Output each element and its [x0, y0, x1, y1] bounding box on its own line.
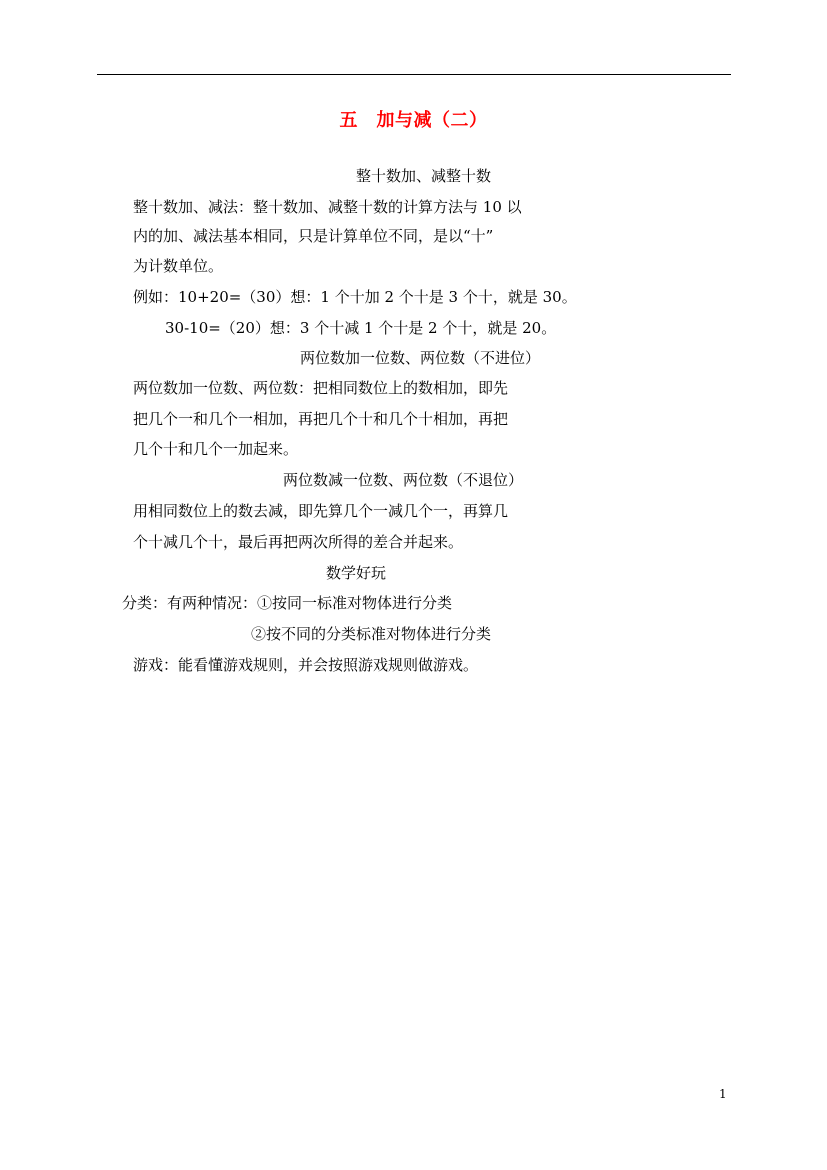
section-heading-tens: 整十数加、减整十数	[356, 167, 492, 185]
page-number: 1	[719, 1087, 727, 1101]
example-line: 30-10=（20）想：3 个十减 1 个十是 2 个十，就是 20。	[165, 319, 557, 337]
paragraph-line: 两位数加一位数、两位数：把相同数位上的数相加，即先	[133, 379, 509, 397]
paragraph-line: 分类：有两种情况：①按同一标准对物体进行分类	[122, 594, 453, 612]
header-rule	[97, 74, 731, 75]
paragraph-line: 整十数加、减法：整十数加、减整十数的计算方法与 10 以	[133, 198, 522, 216]
paragraph-line: ②按不同的分类标准对物体进行分类	[251, 625, 492, 643]
paragraph-line: 用相同数位上的数去减，即先算几个一减几个一，再算几	[133, 502, 509, 520]
paragraph-line: 为计数单位。	[133, 257, 224, 275]
paragraph-line: 游戏：能看懂游戏规则，并会按照游戏规则做游戏。	[133, 656, 479, 674]
example-line: 例如：10+20=（30）想：1 个十加 2 个十是 3 个十，就是 30。	[133, 288, 577, 306]
paragraph-line: 个十减几个十，最后再把两次所得的差合并起来。	[133, 533, 464, 551]
page-title: 五 加与减（二）	[339, 110, 488, 131]
paragraph-line: 内的加、减法基本相同，只是计算单位不同，是以“十”	[133, 227, 494, 245]
paragraph-line: 几个十和几个一加起来。	[133, 440, 299, 458]
section-heading-math-fun: 数学好玩	[326, 564, 387, 582]
section-heading-subtract: 两位数减一位数、两位数（不退位）	[283, 471, 524, 489]
section-heading-add: 两位数加一位数、两位数（不进位）	[300, 349, 541, 367]
paragraph-line: 把几个一和几个一相加，再把几个十和几个十相加，再把	[133, 410, 509, 428]
